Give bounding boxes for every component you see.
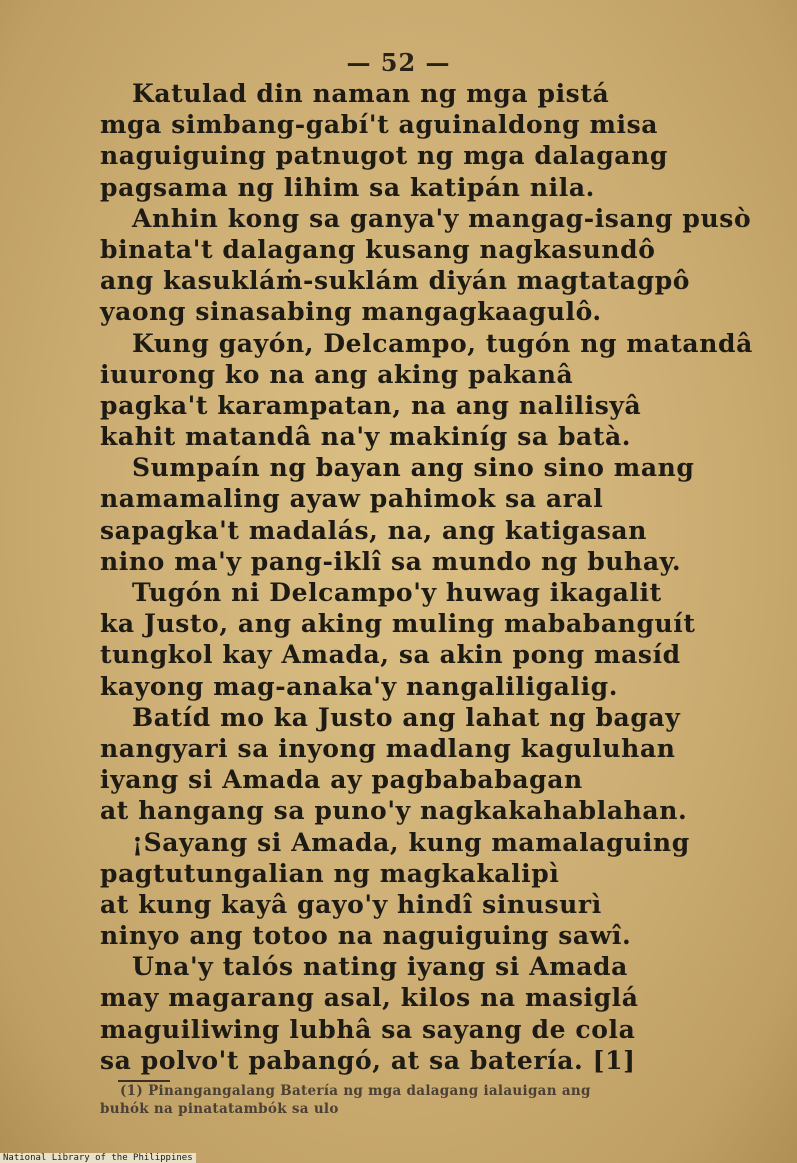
verse-line: kahit matandâ na'y makiníg sa batà.	[100, 422, 632, 452]
stanza	[100, 78, 740, 203]
footnote-line: (1) Pinangangalang Batería ng mga dalagang ialauigan ang	[120, 1083, 591, 1099]
verse-line: Sumpaín ng bayan ang sino sino mang	[132, 453, 695, 483]
verse-line: sapagka't madalás, na, ang katigasan	[100, 515, 648, 545]
verse-line: nino ma'y pang-iklî sa mundo ng buhay.	[100, 546, 682, 576]
verse-line: iyang si Amada ay pagbababagan	[100, 765, 583, 795]
verse-line: Kung gayón, Delcampo, tugón ng matandâ	[132, 328, 753, 358]
verse-line: sa polvo't pabangó, at sa batería. [1]	[100, 1045, 636, 1075]
verse-line: Una'y talós nating iyang si Amada	[132, 952, 628, 982]
verse-line: kayong mag-anaka'y nangaliligalig.	[100, 671, 619, 701]
stanza	[100, 577, 740, 702]
footnote	[100, 1082, 740, 1118]
verse-line: pagka't karampatan, na ang nalilisyâ	[100, 390, 642, 420]
verse-line: pagsama ng lihim sa katipán nila.	[100, 172, 595, 202]
stanza	[100, 203, 752, 328]
verse-line: ¡Sayang si Amada, kung mamalaguing	[132, 827, 690, 857]
verse-line: pagtutungalian ng magkakalipì	[100, 858, 560, 888]
verse-line: ninyo ang totoo na naguiguing sawî.	[100, 921, 632, 951]
verse-line: at kung kayâ gayo'y hindî sinusurì	[100, 889, 602, 919]
verse-line: ka Justo, ang aking muling mababanguít	[100, 609, 696, 639]
verse-line: at hangang sa puno'y nagkakahablahan.	[100, 796, 688, 826]
verse-line: binata't dalagang kusang nagkasundô	[100, 234, 656, 264]
verse-line: mga simbang-gabí't aguinaldong misa	[100, 110, 659, 140]
stanza	[100, 702, 740, 827]
verse-line: Katulad din naman ng mga pistá	[132, 79, 610, 108]
stanza	[100, 827, 740, 952]
page-number: — 52 —	[346, 48, 451, 77]
library-stamp: National Library of the Philippines	[0, 1153, 196, 1163]
verse-line: iuurong ko na ang aking pakanâ	[100, 359, 574, 389]
verse-line: nangyari sa inyong madlang kaguluhan	[100, 733, 676, 763]
verse-line: Batíd mo ka Justo ang lahat ng bagay	[132, 702, 681, 732]
verse-line: may magarang asal, kilos na masiglá	[100, 983, 639, 1013]
stanza	[100, 951, 740, 1076]
verse-line: namamaling ayaw pahimok sa aral	[100, 484, 604, 514]
footnote-line: buhók na pinatatambók sa ulo	[100, 1101, 339, 1117]
stanza	[100, 328, 753, 453]
verse-line: tungkol kay Amada, sa akin pong masíd	[100, 640, 681, 670]
verse-line: ang kasukláṁ-suklám diyán magtatagpô	[100, 266, 691, 296]
verse-line: maguiliwing lubhâ sa sayang de cola	[100, 1014, 636, 1044]
poem-body	[100, 78, 753, 1076]
verse-line: Anhin kong sa ganya'y mangag-isang pusò	[132, 203, 752, 233]
verse-line: naguiguing patnugot ng mga dalagang	[100, 141, 668, 171]
stanza	[100, 452, 740, 577]
verse-line: Tugón ni Delcampo'y huwag ikagalit	[132, 578, 662, 607]
verse-line: yaong sinasabing mangagkaagulô.	[100, 297, 602, 327]
